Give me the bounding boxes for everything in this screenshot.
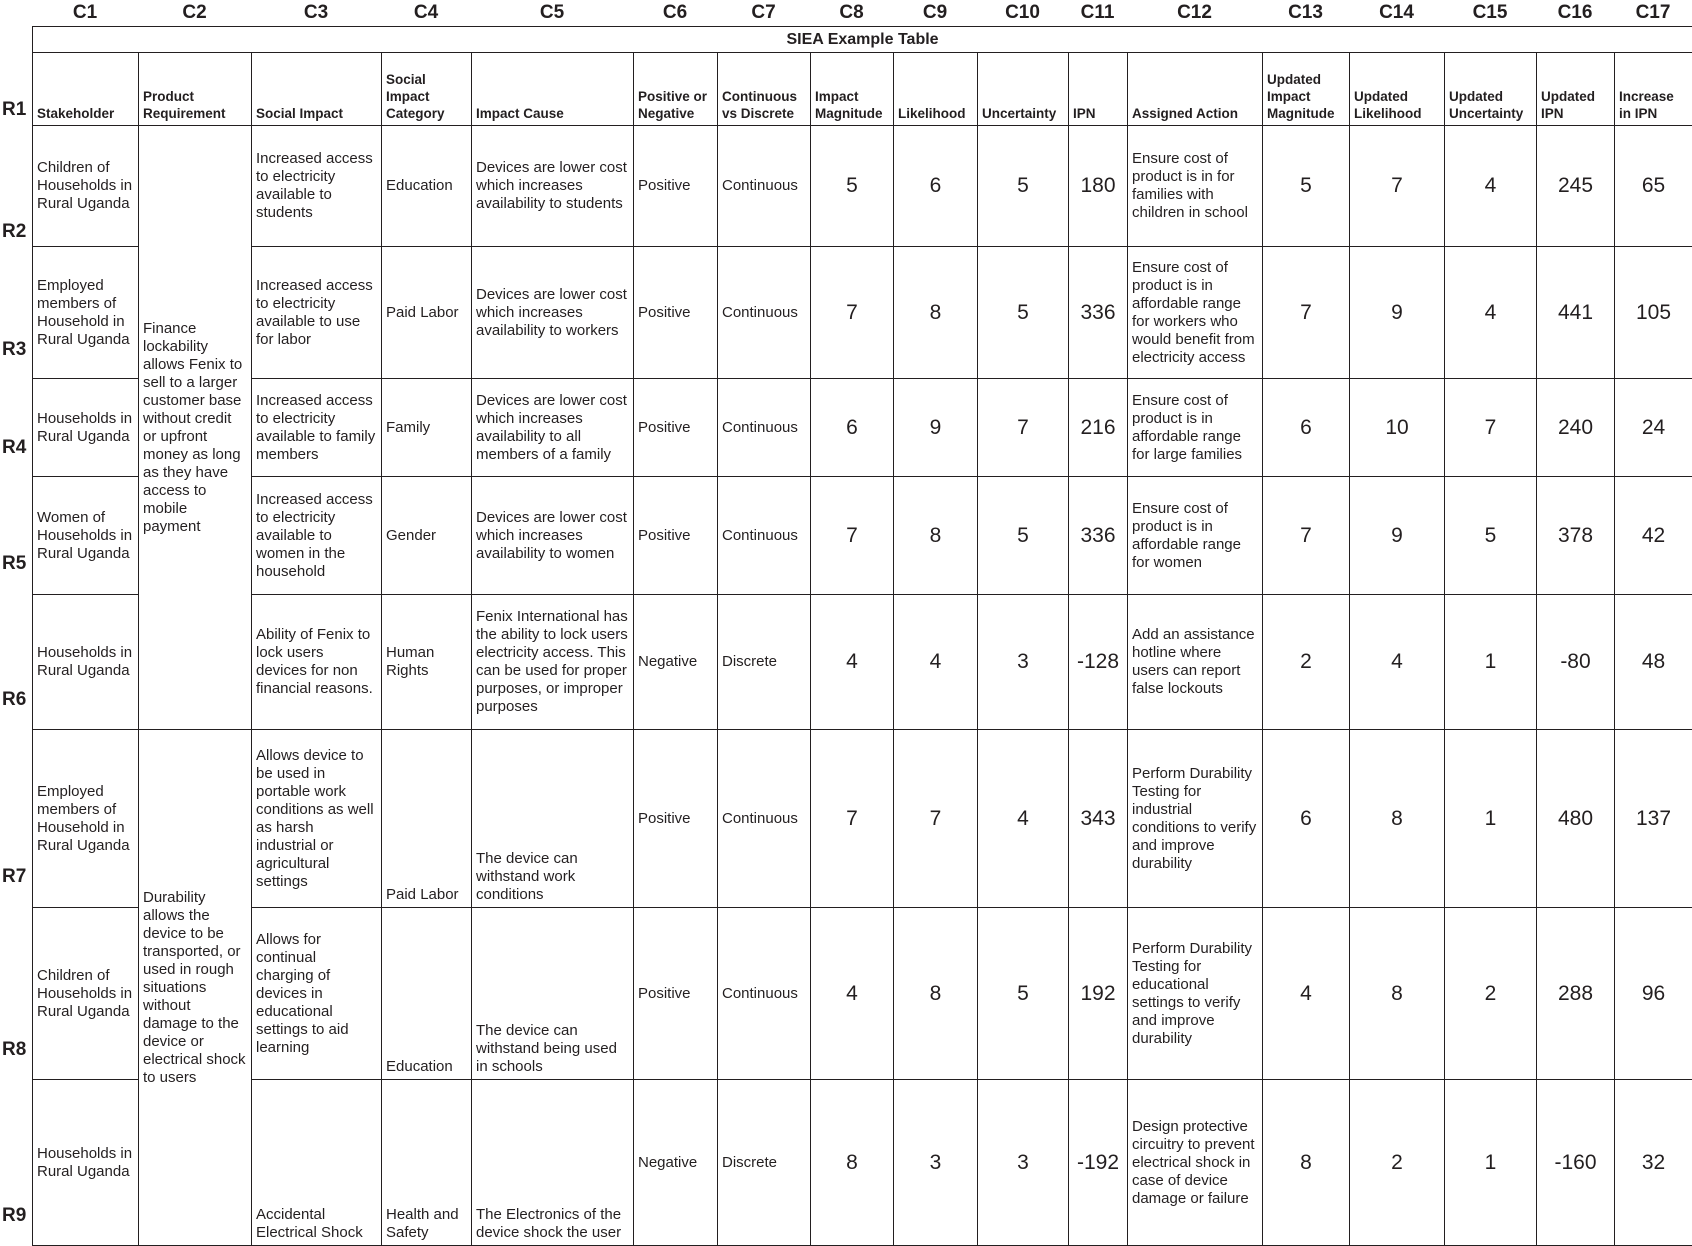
polarity-cell: Negative xyxy=(634,595,718,730)
header-likelihood: Likelihood xyxy=(894,53,978,126)
product-requirement-cell: Durability allows the device to be transported, or used in rough situations without damage to the device or electrical shock to users xyxy=(139,730,252,1246)
row-label: R1 xyxy=(2,99,27,120)
impact-magnitude-cell: 7 xyxy=(811,730,894,908)
header-ipn: IPN xyxy=(1069,53,1128,126)
social-impact-cell: Increased access to electricity available to use for labor xyxy=(252,247,382,379)
header-updated-uncertainty: Updated Uncertainty xyxy=(1445,53,1537,126)
category-cell: Education xyxy=(382,908,472,1080)
table-row xyxy=(33,247,1692,379)
column-label: C2 xyxy=(182,2,207,23)
polarity-cell: Positive xyxy=(634,477,718,595)
header-impact-magnitude: Impact Magnitude xyxy=(811,53,894,126)
likelihood-cell: 8 xyxy=(894,908,978,1080)
uncertainty-cell: 4 xyxy=(978,730,1069,908)
increase-in-ipn-cell: 96 xyxy=(1615,908,1692,1080)
updated-impact-magnitude-cell: 2 xyxy=(1263,595,1350,730)
category-cell: Education xyxy=(382,126,472,247)
header-continuous-vs-discrete: Continuous vs Discrete xyxy=(718,53,811,126)
social-impact-cell: Accidental Electrical Shock xyxy=(252,1080,382,1246)
row-label: R4 xyxy=(2,437,27,458)
column-label: C7 xyxy=(751,2,776,23)
stakeholder-cell: Children of Households in Rural Uganda xyxy=(33,126,139,247)
column-labels xyxy=(0,0,1692,26)
column-label: C1 xyxy=(72,2,98,23)
stakeholder-cell: Households in Rural Uganda xyxy=(33,1080,139,1246)
uncertainty-cell: 3 xyxy=(978,1080,1069,1246)
updated-likelihood-cell: 7 xyxy=(1350,126,1445,247)
updated-impact-magnitude-cell: 4 xyxy=(1263,908,1350,1080)
assigned-action-cell: Ensure cost of product is in for families with children in school xyxy=(1128,126,1263,247)
updated-likelihood-cell: 9 xyxy=(1350,477,1445,595)
impact-cause-cell: The device can withstand work conditions xyxy=(472,730,634,908)
updated-uncertainty-cell: 2 xyxy=(1445,908,1537,1080)
impact-magnitude-cell: 4 xyxy=(811,595,894,730)
updated-likelihood-cell: 4 xyxy=(1350,595,1445,730)
category-cell: Gender xyxy=(382,477,472,595)
table-row xyxy=(33,595,1692,730)
table-row xyxy=(33,126,1692,247)
updated-ipn-cell: 378 xyxy=(1537,477,1615,595)
updated-impact-magnitude-cell: 6 xyxy=(1263,379,1350,477)
impact-cause-cell: The device can withstand being used in schools xyxy=(472,908,634,1080)
header-social-impact-category: Social Impact Category xyxy=(382,53,472,126)
uncertainty-cell: 3 xyxy=(978,595,1069,730)
header-row xyxy=(33,53,1692,126)
impact-magnitude-cell: 5 xyxy=(811,126,894,247)
row-label: R5 xyxy=(2,553,27,574)
column-label: C10 xyxy=(1005,2,1040,23)
column-label: C15 xyxy=(1472,2,1508,23)
header-uncertainty: Uncertainty xyxy=(978,53,1069,126)
updated-uncertainty-cell: 7 xyxy=(1445,379,1537,477)
siea-example-table xyxy=(32,26,1692,1246)
likelihood-cell: 8 xyxy=(894,477,978,595)
table-row xyxy=(33,1080,1692,1246)
impact-magnitude-cell: 6 xyxy=(811,379,894,477)
likelihood-cell: 9 xyxy=(894,379,978,477)
table-row xyxy=(33,379,1692,477)
header-impact-cause: Impact Cause xyxy=(472,53,634,126)
continuity-cell: Discrete xyxy=(718,1080,811,1246)
impact-cause-cell: The Electronics of the device shock the user xyxy=(472,1080,634,1246)
assigned-action-cell: Add an assistance hotline where users can report false lockouts xyxy=(1128,595,1263,730)
continuity-cell: Continuous xyxy=(718,126,811,247)
social-impact-cell: Ability of Fenix to lock users devices for non financial reasons. xyxy=(252,595,382,730)
uncertainty-cell: 5 xyxy=(978,477,1069,595)
ipn-cell: -192 xyxy=(1069,1080,1128,1246)
updated-uncertainty-cell: 5 xyxy=(1445,477,1537,595)
column-label: C9 xyxy=(922,2,948,23)
impact-cause-cell: Devices are lower cost which increases availability to students xyxy=(472,126,634,247)
updated-impact-magnitude-cell: 8 xyxy=(1263,1080,1350,1246)
updated-ipn-cell: 480 xyxy=(1537,730,1615,908)
updated-uncertainty-cell: 1 xyxy=(1445,595,1537,730)
impact-magnitude-cell: 7 xyxy=(811,477,894,595)
row-label: R3 xyxy=(2,339,27,360)
increase-in-ipn-cell: 42 xyxy=(1615,477,1692,595)
table-row xyxy=(33,730,1692,908)
updated-uncertainty-cell: 1 xyxy=(1445,730,1537,908)
header-social-impact: Social Impact xyxy=(252,53,382,126)
uncertainty-cell: 5 xyxy=(978,126,1069,247)
row-label: R8 xyxy=(2,1039,27,1060)
likelihood-cell: 3 xyxy=(894,1080,978,1246)
stakeholder-cell: Employed members of Household in Rural Uganda xyxy=(33,247,139,379)
header-positive-or-negative: Positive or Negative xyxy=(634,53,718,126)
updated-likelihood-cell: 9 xyxy=(1350,247,1445,379)
social-impact-cell: Increased access to electricity available to students xyxy=(252,126,382,247)
column-label: C17 xyxy=(1635,2,1671,23)
header-product-requirement: Product Requirement xyxy=(139,53,252,126)
table-title: SIEA Example Table xyxy=(33,27,1692,53)
table-row xyxy=(33,477,1692,595)
column-label: C16 xyxy=(1557,2,1593,23)
continuity-cell: Continuous xyxy=(718,379,811,477)
column-label: C3 xyxy=(303,2,329,23)
ipn-cell: 336 xyxy=(1069,477,1128,595)
header-stakeholder: Stakeholder xyxy=(33,53,139,126)
social-impact-cell: Increased access to electricity available to women in the household xyxy=(252,477,382,595)
updated-impact-magnitude-cell: 7 xyxy=(1263,247,1350,379)
category-cell: Paid Labor xyxy=(382,247,472,379)
increase-in-ipn-cell: 105 xyxy=(1615,247,1692,379)
continuity-cell: Discrete xyxy=(718,595,811,730)
updated-ipn-cell: 240 xyxy=(1537,379,1615,477)
likelihood-cell: 4 xyxy=(894,595,978,730)
updated-impact-magnitude-cell: 6 xyxy=(1263,730,1350,908)
updated-uncertainty-cell: 4 xyxy=(1445,247,1537,379)
social-impact-cell: Allows device to be used in portable work conditions as well as harsh industrial or agricultural settings xyxy=(252,730,382,908)
stakeholder-cell: Women of Households in Rural Uganda xyxy=(33,477,139,595)
uncertainty-cell: 5 xyxy=(978,908,1069,1080)
header-updated-likelihood: Updated Likelihood xyxy=(1350,53,1445,126)
table-row xyxy=(33,908,1692,1080)
column-label: C11 xyxy=(1080,2,1115,23)
ipn-cell: 192 xyxy=(1069,908,1128,1080)
column-label: C5 xyxy=(539,2,565,23)
likelihood-cell: 7 xyxy=(894,730,978,908)
polarity-cell: Positive xyxy=(634,247,718,379)
likelihood-cell: 8 xyxy=(894,247,978,379)
column-label: C14 xyxy=(1379,2,1414,23)
impact-magnitude-cell: 4 xyxy=(811,908,894,1080)
continuity-cell: Continuous xyxy=(718,477,811,595)
continuity-cell: Continuous xyxy=(718,247,811,379)
social-impact-cell: Increased access to electricity available to family members xyxy=(252,379,382,477)
impact-cause-cell: Devices are lower cost which increases availability to workers xyxy=(472,247,634,379)
header-updated-impact-magnitude: Updated Impact Magnitude xyxy=(1263,53,1350,126)
row-label: R7 xyxy=(2,866,27,887)
header-updated-ipn: Updated IPN xyxy=(1537,53,1615,126)
impact-cause-cell: Devices are lower cost which increases availability to women xyxy=(472,477,634,595)
updated-ipn-cell: -160 xyxy=(1537,1080,1615,1246)
updated-ipn-cell: -80 xyxy=(1537,595,1615,730)
category-cell: Human Rights xyxy=(382,595,472,730)
row-label: R6 xyxy=(2,689,27,710)
assigned-action-cell: Perform Durability Testing for educational settings to verify and improve durability xyxy=(1128,908,1263,1080)
updated-impact-magnitude-cell: 7 xyxy=(1263,477,1350,595)
social-impact-cell: Allows for continual charging of devices in educational settings to aid learning xyxy=(252,908,382,1080)
updated-ipn-cell: 288 xyxy=(1537,908,1615,1080)
uncertainty-cell: 7 xyxy=(978,379,1069,477)
stakeholder-cell: Households in Rural Uganda xyxy=(33,379,139,477)
column-label: C12 xyxy=(1177,2,1212,23)
ipn-cell: 180 xyxy=(1069,126,1128,247)
row-label: R9 xyxy=(2,1205,27,1226)
assigned-action-cell: Perform Durability Testing for industrial conditions to verify and improve durability xyxy=(1128,730,1263,908)
polarity-cell: Positive xyxy=(634,126,718,247)
updated-likelihood-cell: 10 xyxy=(1350,379,1445,477)
stakeholder-cell: Employed members of Household in Rural Uganda xyxy=(33,730,139,908)
increase-in-ipn-cell: 24 xyxy=(1615,379,1692,477)
impact-cause-cell: Fenix International has the ability to lock users electricity access. This can be used for proper purposes, or improper purposes xyxy=(472,595,634,730)
increase-in-ipn-cell: 65 xyxy=(1615,126,1692,247)
header-increase-in-ipn: Increase in IPN xyxy=(1615,53,1692,126)
assigned-action-cell: Ensure cost of product is in affordable range for workers who would benefit from electricity access xyxy=(1128,247,1263,379)
stakeholder-cell: Households in Rural Uganda xyxy=(33,595,139,730)
polarity-cell: Negative xyxy=(634,1080,718,1246)
impact-magnitude-cell: 8 xyxy=(811,1080,894,1246)
assigned-action-cell: Ensure cost of product is in affordable range for women xyxy=(1128,477,1263,595)
updated-uncertainty-cell: 1 xyxy=(1445,1080,1537,1246)
uncertainty-cell: 5 xyxy=(978,247,1069,379)
polarity-cell: Positive xyxy=(634,730,718,908)
increase-in-ipn-cell: 48 xyxy=(1615,595,1692,730)
likelihood-cell: 6 xyxy=(894,126,978,247)
category-cell: Health and Safety xyxy=(382,1080,472,1246)
category-cell: Family xyxy=(382,379,472,477)
stakeholder-cell: Children of Households in Rural Uganda xyxy=(33,908,139,1080)
product-requirement-cell: Finance lockability allows Fenix to sell to a larger customer base without credit or upfront money as long as they have access to mobile payment xyxy=(139,126,252,730)
header-assigned-action: Assigned Action xyxy=(1128,53,1263,126)
updated-uncertainty-cell: 4 xyxy=(1445,126,1537,247)
ipn-cell: 216 xyxy=(1069,379,1128,477)
assigned-action-cell: Design protective circuitry to prevent electrical shock in case of device damage or failure xyxy=(1128,1080,1263,1246)
impact-cause-cell: Devices are lower cost which increases availability to all members of a family xyxy=(472,379,634,477)
category-cell: Paid Labor xyxy=(382,730,472,908)
column-label: C6 xyxy=(662,2,688,23)
increase-in-ipn-cell: 32 xyxy=(1615,1080,1692,1246)
row-label: R2 xyxy=(2,221,27,242)
polarity-cell: Positive xyxy=(634,379,718,477)
updated-likelihood-cell: 8 xyxy=(1350,730,1445,908)
updated-impact-magnitude-cell: 5 xyxy=(1263,126,1350,247)
column-label: C8 xyxy=(839,2,864,23)
continuity-cell: Continuous xyxy=(718,730,811,908)
continuity-cell: Continuous xyxy=(718,908,811,1080)
column-label: C4 xyxy=(413,2,439,23)
ipn-cell: 336 xyxy=(1069,247,1128,379)
updated-ipn-cell: 441 xyxy=(1537,247,1615,379)
assigned-action-cell: Ensure cost of product is in affordable range for large families xyxy=(1128,379,1263,477)
column-label: C13 xyxy=(1288,2,1323,23)
updated-likelihood-cell: 2 xyxy=(1350,1080,1445,1246)
updated-ipn-cell: 245 xyxy=(1537,126,1615,247)
increase-in-ipn-cell: 137 xyxy=(1615,730,1692,908)
ipn-cell: 343 xyxy=(1069,730,1128,908)
updated-likelihood-cell: 8 xyxy=(1350,908,1445,1080)
polarity-cell: Positive xyxy=(634,908,718,1080)
impact-magnitude-cell: 7 xyxy=(811,247,894,379)
ipn-cell: -128 xyxy=(1069,595,1128,730)
